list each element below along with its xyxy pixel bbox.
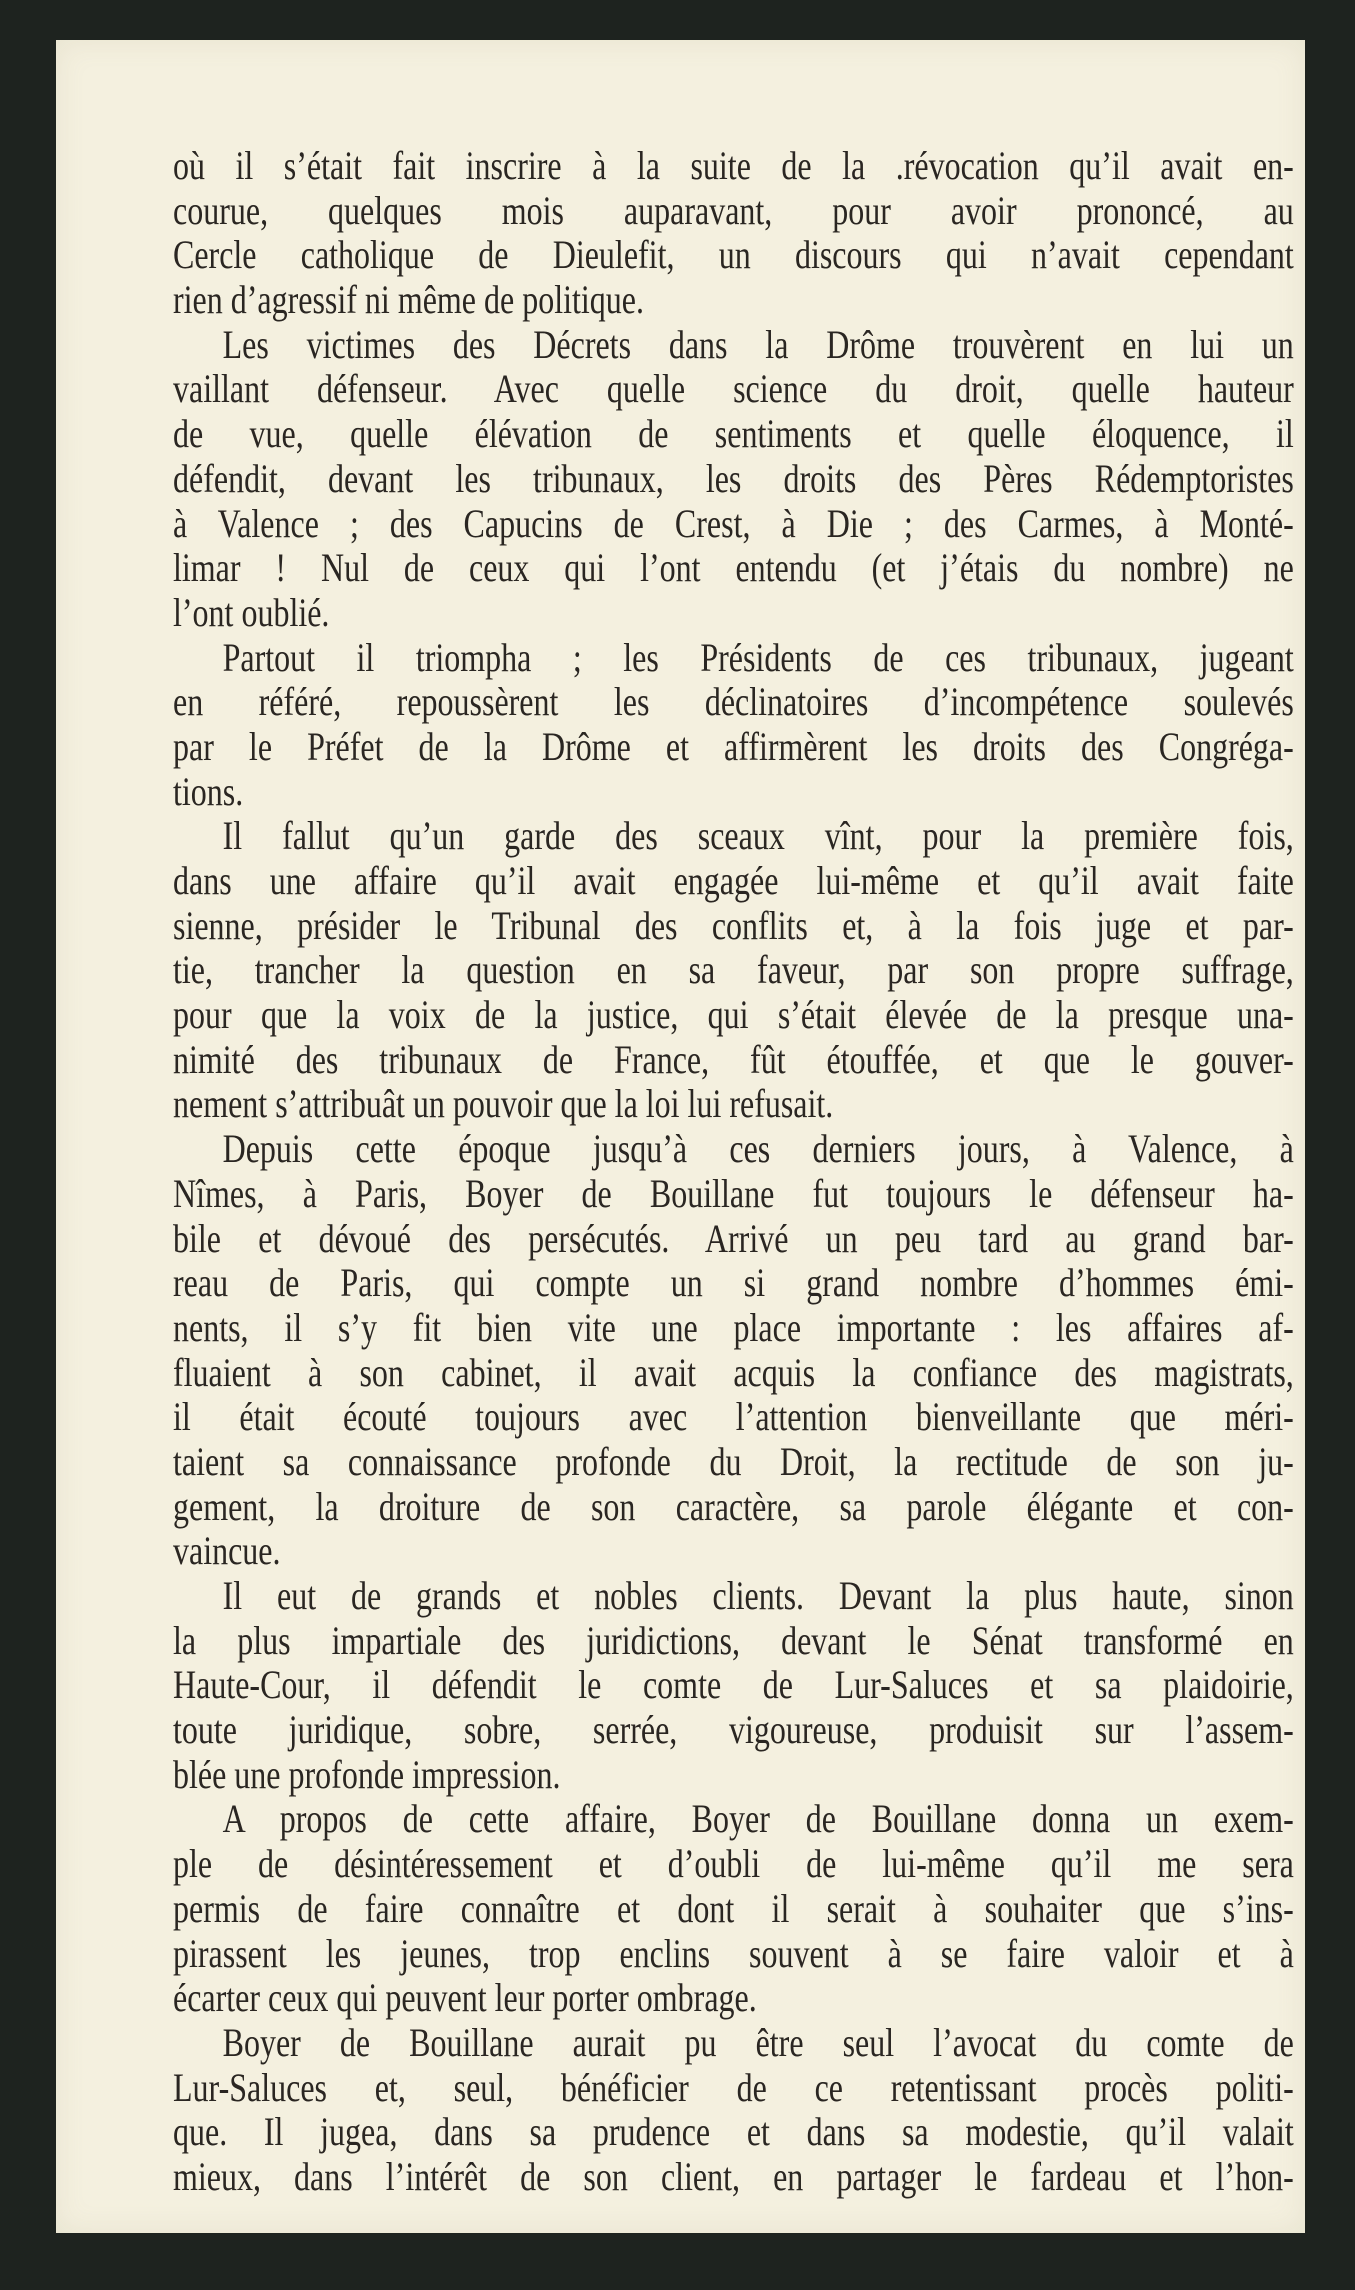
text-line: à Valence ; des Capucins de Crest, à Die ; des Carmes, à Monté- [173,500,1294,546]
text-line: de vue, quelle élévation de sentiments et quelle éloquence, il [173,411,1294,457]
text-line: pirassent les jeunes, trop enclins souvent à se faire valoir et à [173,1930,1294,1976]
text-line: Lur-Saluces et, seul, bénéficier de ce retentissant procès politi- [173,2064,1294,2110]
document-page [56,40,1305,2233]
text-line: par le Préfet de la Drôme et affirmèrent les droits des Congréga- [173,723,1294,769]
text-line: la plus impartiale des juridictions, devant le Sénat transformé en [173,1617,1294,1663]
text-line: écarter ceux qui peuvent leur porter ombrage. [173,1975,757,2021]
text-line: Il fallut qu’un garde des sceaux vînt, pour la première fois, [222,813,1294,859]
text-line: dans une affaire qu’il avait engagée lui-même et qu’il avait faite [173,858,1294,903]
text-line: rien d’agressif ni même de politique. [173,277,644,323]
text-line: pour que la voix de la justice, qui s’était élevée de la presque una- [173,992,1294,1038]
text-line: Partout il triompha ; les Présidents de ces tribunaux, jugeant [222,634,1294,680]
text-line: nents, il s’y fit bien vite une place importante : les affaires af- [173,1304,1294,1350]
text-line: courue, quelques mois auparavant, pour avoir prononcé, au [173,187,1294,233]
text-line: bile et dévoué des persécutés. Arrivé un peu tard au grand bar- [173,1215,1294,1261]
text-line: gement, la droiture de son caractère, sa parole élégante et con- [173,1483,1294,1529]
text-line: Il eut de grands et nobles clients. Devant la plus haute, sinon [222,1573,1294,1618]
text-line: Nîmes, à Paris, Boyer de Bouillane fut toujours le défenseur ha- [173,1170,1294,1216]
text-line: Boyer de Bouillane aurait pu être seul l’avocat du comte de [222,2019,1294,2065]
text-line: Cercle catholique de Dieulefit, un discours qui n’avait cependant [173,232,1294,278]
text-line: taient sa connaissance profonde du Droit, la rectitude de son ju- [173,1438,1294,1484]
text-line: que. Il jugea, dans sa prudence et dans sa modestie, qu’il valait [173,2109,1294,2155]
text-line: sienne, présider le Tribunal des conflits et, à la fois juge et par- [173,902,1294,948]
text-line: fluaient à son cabinet, il avait acquis la confiance des magistrats, [173,1349,1294,1395]
text-line: mieux, dans l’intérêt de son client, en partager le fardeau et l’hon- [173,2153,1294,2199]
text-line: Les victimes des Décrets dans la Drôme trouvèrent en lui un [222,321,1294,367]
text-line: en référé, repoussèrent les déclinatoires d’incompétence soulevés [173,679,1294,725]
text-line: défendit, devant les tribunaux, les droits des Pères Rédemptoristes [173,455,1294,501]
text-line: blée une profonde impression. [173,1751,561,1797]
text-line: vaincue. [173,1528,281,1574]
text-line: nimité des tribunaux de France, fût étouffée, et que le gouver- [173,1036,1294,1082]
text-line: nement s’attribuât un pouvoir que la loi lui refusait. [173,1081,834,1127]
text-line: tions. [173,768,244,814]
text-line: tie, trancher la question en sa faveur, par son propre suffrage, [173,947,1294,993]
text-line: vaillant défenseur. Avec quelle science du droit, quelle hauteur [173,366,1294,412]
text-line: Haute-Cour, il défendit le comte de Lur-Saluces et sa plaidoirie, [173,1662,1294,1708]
text-line: A propos de cette affaire, Boyer de Bouillane donna un exem- [222,1796,1294,1842]
text-line: où il s’était fait inscrire à la suite de la .révocation qu’il avait en- [173,143,1294,188]
text-line: toute juridique, sobre, serrée, vigoureuse, produisit sur l’assem- [173,1707,1294,1753]
text-line: permis de faire connaître et dont il serait à souhaiter que s’ins- [173,1885,1294,1931]
body-text [173,144,1294,2200]
text-line: limar ! Nul de ceux qui l’ont entendu (et j’étais du nombre) ne [173,545,1294,591]
text-line: Depuis cette époque jusqu’à ces derniers jours, à Valence, à [222,1126,1294,1172]
text-line: il était écouté toujours avec l’attention bienveillante que méri- [173,1394,1294,1440]
text-line: reau de Paris, qui compte un si grand nombre d’hommes émi- [173,1260,1294,1306]
text-line: l’ont oublié. [173,589,330,635]
text-line: ple de désintéressement et d’oubli de lui-même qu’il me sera [173,1841,1294,1887]
